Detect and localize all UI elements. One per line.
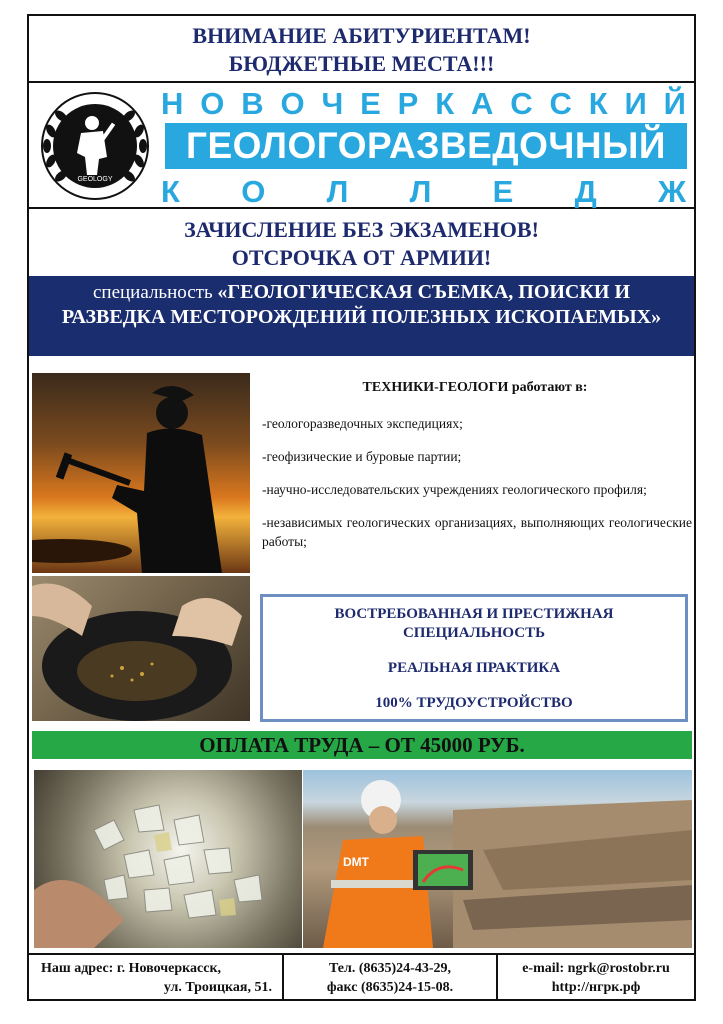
college-name-line-1-letter: С bbox=[549, 86, 572, 121]
photo-quarry-engineer bbox=[303, 770, 692, 948]
college-logo-icon bbox=[37, 91, 153, 201]
college-name-line-1-letter: Р bbox=[397, 86, 419, 121]
college-name-line-1 bbox=[161, 87, 686, 121]
header-line-2: БЮДЖЕТНЫЕ МЕСТА!!! bbox=[228, 51, 495, 76]
works-title-bold: ТЕХНИКИ-ГЕОЛОГИ bbox=[362, 380, 509, 395]
header-banner bbox=[29, 16, 694, 83]
college-name-line-2: ГЕОЛОГОРАЗВЕДОЧНЫЙ bbox=[165, 123, 687, 169]
college-name-line-1-letter: А bbox=[471, 86, 494, 121]
works-title bbox=[260, 380, 690, 396]
site-link[interactable]: http://нгрк.рф bbox=[551, 980, 641, 995]
specialty-name: «ГЕОЛОГИЧЕСКАЯ СЪЕМКА, ПОИСКИ И РАЗВЕДКА МЕСТОРОЖДЕНИЙ ПОЛЕЗНЫХ ИСКОПАЕМЫХ» bbox=[61, 281, 662, 328]
college-name-line-1-letter: К bbox=[435, 86, 455, 121]
college-name-line-1-letter: С bbox=[510, 86, 533, 121]
college-name-line-3-letter: О bbox=[241, 174, 266, 209]
list-item: -геологоразведочных экспедициях; bbox=[262, 416, 463, 431]
college-name-line-3-letter: Е bbox=[492, 174, 514, 209]
college-name-line-3-letter: Ж bbox=[657, 174, 686, 209]
photo-geologist-silhouette bbox=[32, 373, 250, 573]
benefit-1: ВОСТРЕБОВАННАЯ И ПРЕСТИЖНАЯ СПЕЦИАЛЬНОСТЬ bbox=[334, 606, 614, 641]
enroll-line-2: ОТСРОЧКА ОТ АРМИИ! bbox=[231, 245, 492, 270]
vest-logo-text: DMT bbox=[343, 855, 369, 869]
college-name-line-3-letter: Д bbox=[574, 174, 597, 209]
college-name-line-1-letter: О bbox=[200, 86, 225, 121]
address-line-1: Наш адрес: г. Новочеркасск, bbox=[41, 961, 222, 976]
list-item: -геофизические и буровые партии; bbox=[262, 449, 462, 464]
specialty-prefix: специальность bbox=[92, 282, 218, 303]
college-name-line-1-letter: И bbox=[624, 86, 647, 121]
footer-online bbox=[498, 955, 694, 999]
specialty-banner bbox=[29, 276, 694, 356]
college-name-line-3 bbox=[161, 175, 686, 209]
works-title-rest: работают в: bbox=[508, 380, 588, 395]
photo-diamonds bbox=[34, 770, 302, 948]
list-item: -независимых геологических организациях, выполняющих геологические работы; bbox=[262, 515, 692, 549]
college-name-line-1-letter: Н bbox=[161, 86, 184, 121]
college-name-line-1-letter: К bbox=[588, 86, 608, 121]
address-line-2: ул. Троицкая, 51. bbox=[163, 980, 272, 995]
fax-number: факс (8635)24-15-08. bbox=[326, 980, 454, 995]
college-name-line-3-letter: Л bbox=[409, 174, 432, 209]
college-name-line-1-letter: Й bbox=[663, 86, 686, 121]
header-line-1: ВНИМАНИЕ АБИТУРИЕНТАМ! bbox=[192, 23, 531, 48]
footer-address bbox=[29, 955, 284, 999]
footer-phone bbox=[284, 955, 498, 999]
works-list bbox=[262, 414, 692, 565]
footer-contacts bbox=[29, 953, 694, 999]
phone-number: Тел. (8635)24-43-29, bbox=[328, 961, 452, 976]
logo-text: GEOLOGY bbox=[77, 176, 113, 183]
college-name-line-1-letter: Е bbox=[360, 86, 381, 121]
benefits-box bbox=[260, 594, 688, 722]
benefit-3: 100% ТРУДОУСТРОЙСТВО bbox=[375, 695, 573, 711]
college-name-line-3-letter: Л bbox=[326, 174, 349, 209]
college-name-line-1-letter: О bbox=[280, 86, 305, 121]
enroll-line-1: ЗАЧИСЛЕНИЕ БЕЗ ЭКЗАМЕНОВ! bbox=[184, 217, 539, 242]
benefit-2: РЕАЛЬНАЯ ПРАКТИКА bbox=[387, 660, 561, 676]
college-name-line-1-letter: Ч bbox=[321, 86, 344, 121]
college-name-line-3-letter: К bbox=[161, 174, 180, 209]
college-name-line-1-letter: В bbox=[241, 86, 264, 121]
college-name-row bbox=[29, 85, 694, 209]
email-link[interactable]: e-mail: ngrk@rostobr.ru bbox=[522, 961, 670, 976]
list-item: -научно-исследовательских учреждениях геологического профиля; bbox=[262, 482, 647, 497]
enrollment-banner bbox=[29, 211, 694, 275]
photo-gold-panning bbox=[32, 576, 250, 721]
salary-banner: ОПЛАТА ТРУДА – ОТ 45000 РУБ. bbox=[32, 731, 692, 759]
